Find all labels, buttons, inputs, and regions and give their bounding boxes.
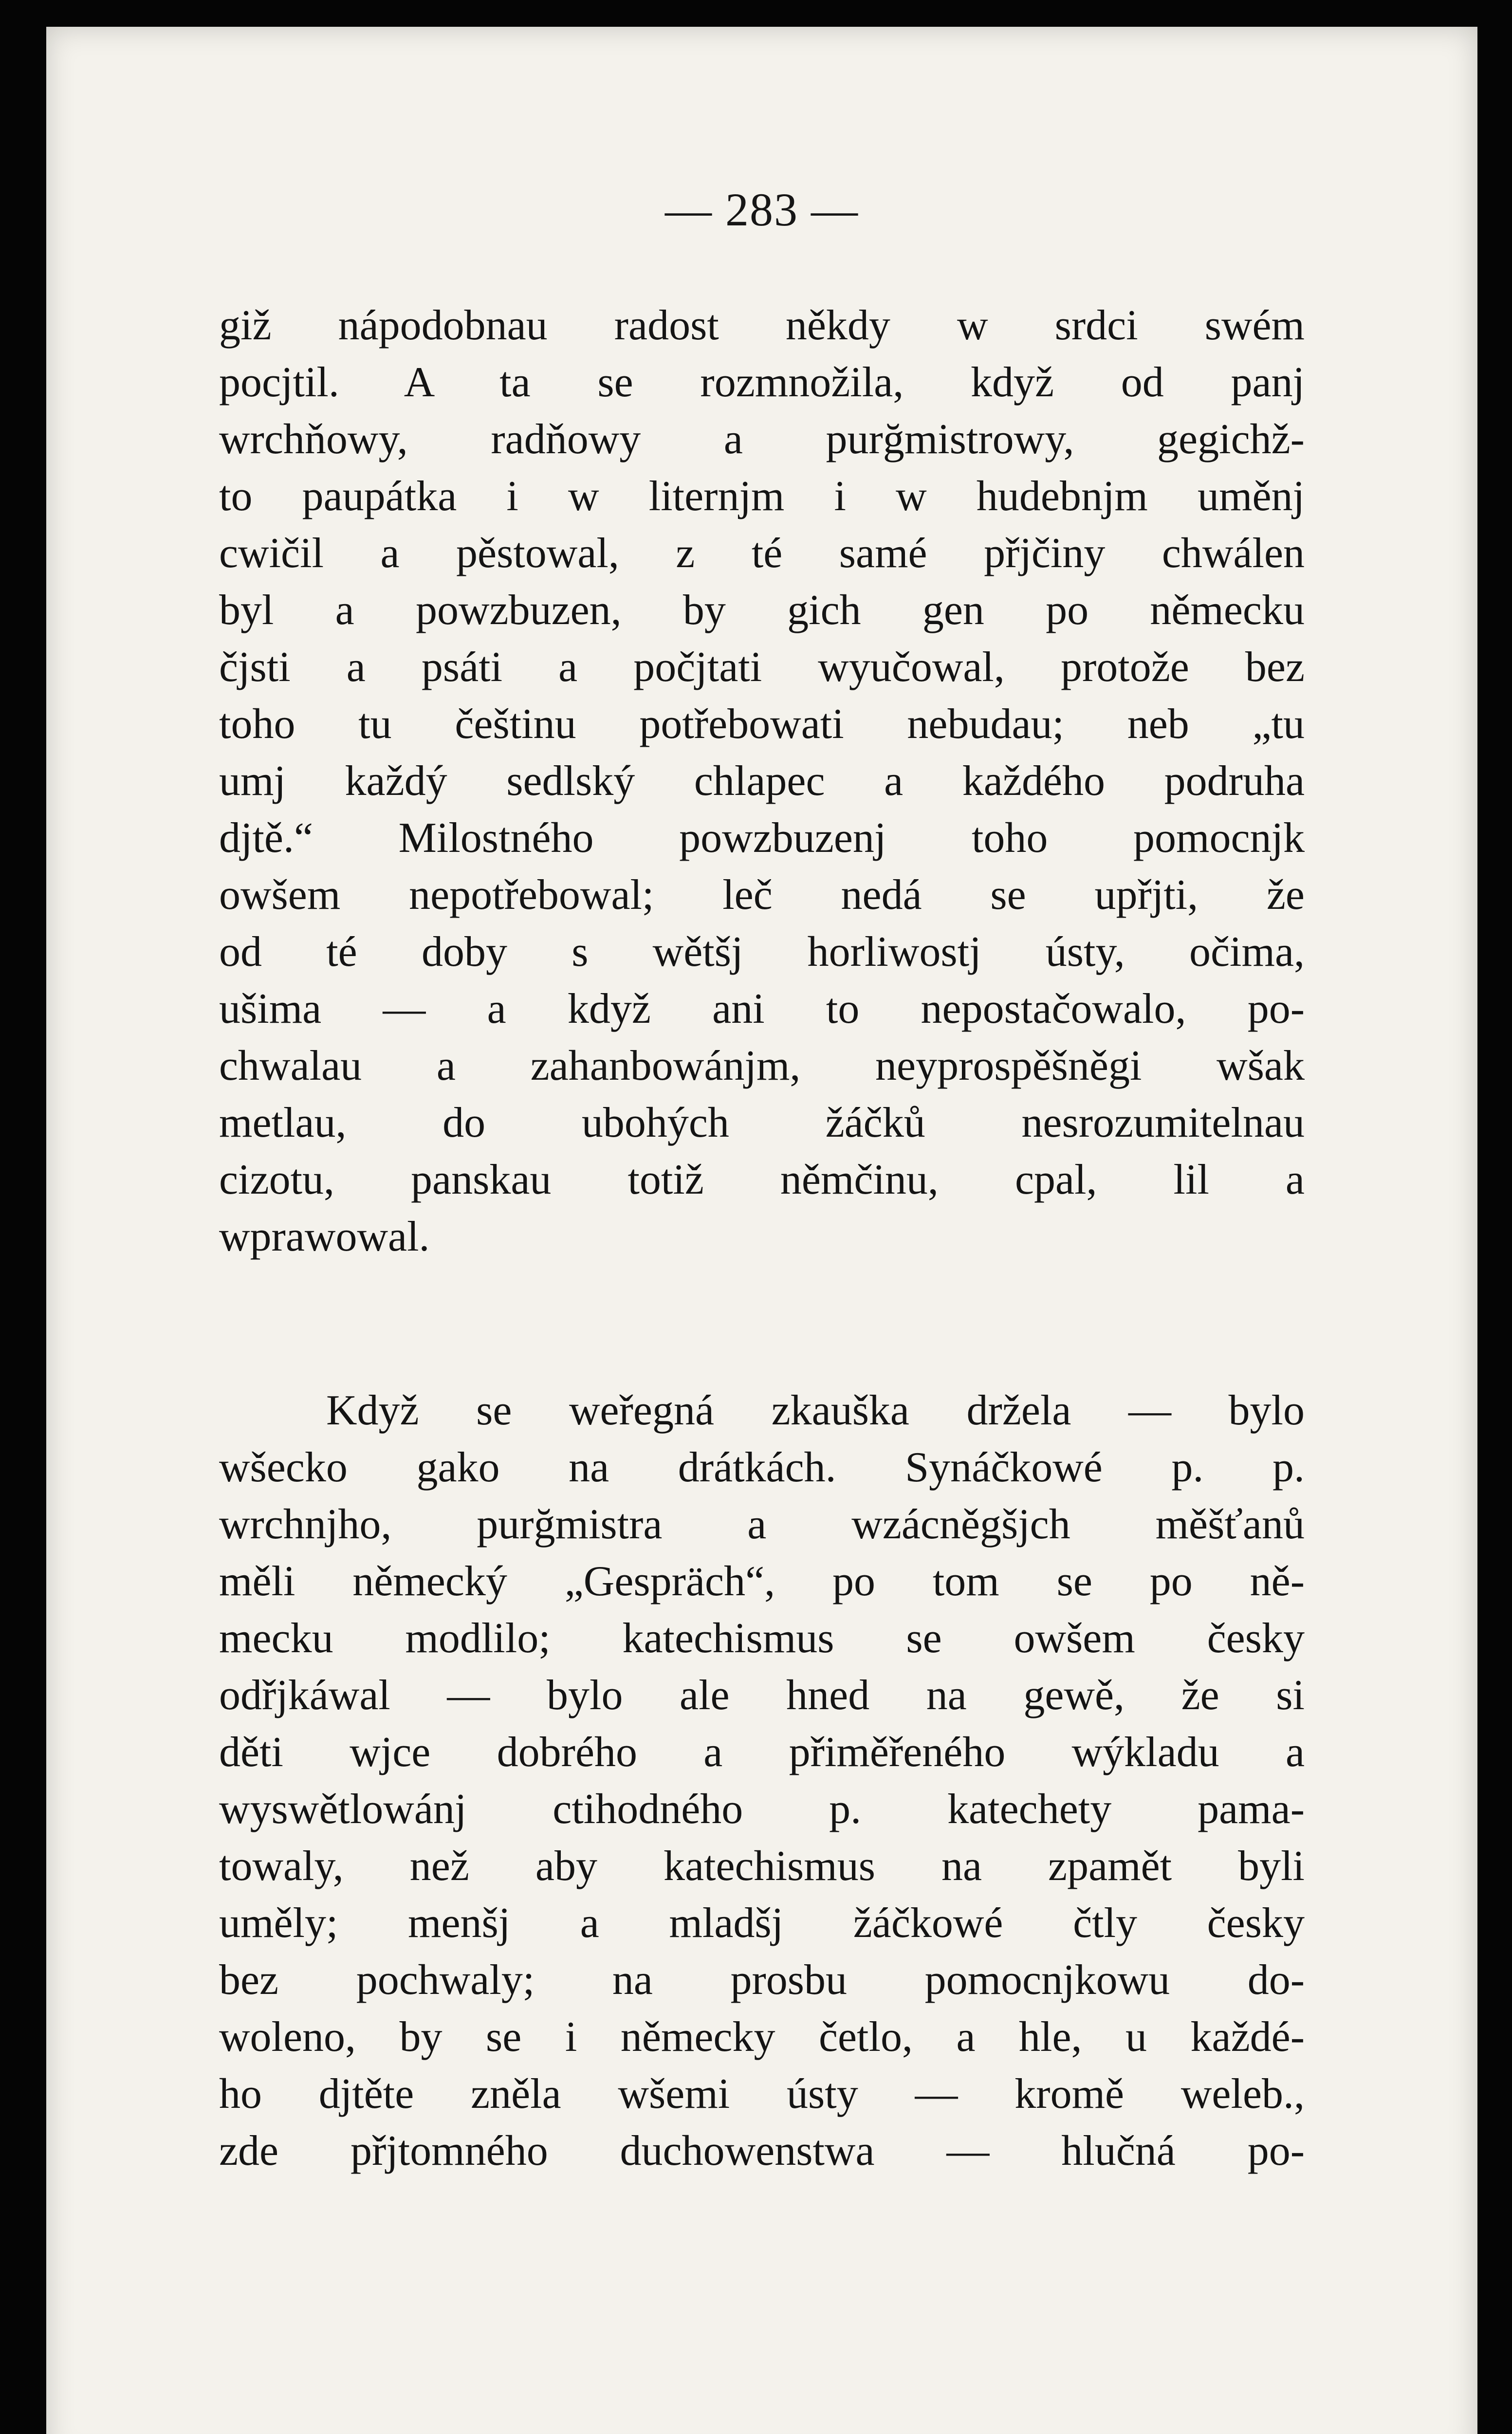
text-line: Když se weřegná zkauška držela — bylo (326, 1387, 1305, 1434)
text-line: ho djtěte zněla wšemi ústy — kromě weleb., (219, 2070, 1305, 2118)
text-line: zde přjtomného duchowenstwa — hlučná po- (219, 2127, 1305, 2175)
text-line: čjsti a psáti a počjtati wyučowal, protože bez (219, 644, 1305, 691)
text-line: woleno, by se i německy četlo, a hle, u každé- (219, 2013, 1305, 2061)
text-line: giž nápodobnau radost někdy w srdci swém (219, 302, 1305, 349)
text-line: to paupátka i w liternjm i w hudebnjm uměnj (219, 473, 1305, 520)
text-line: chwalau a zahanbowánjm, neyprospěšněgi wšak (219, 1042, 1305, 1089)
text-line: odřjkáwal — bylo ale hned na gewě, že si (219, 1672, 1305, 1719)
text-line: wrchňowy, radňowy a purğmistrowy, gegichž- (219, 416, 1305, 463)
text-line: pocjtil. A ta se rozmnožila, když od panj (219, 359, 1305, 406)
text-line: ušima — a když ani to nepostačowalo, po- (219, 985, 1305, 1033)
paragraph-1 (219, 297, 1305, 1265)
text-line: wprawowal. (219, 1213, 430, 1260)
text-line: cwičil a pěstowal, z té samé přjčiny chwálen (219, 530, 1305, 577)
text-line: djtě.“ Milostného powzbuzenj toho pomocnjk (219, 814, 1305, 862)
text-line: byl a powzbuzen, by gich gen po německu (219, 587, 1305, 634)
text-line: wšecko gako na drátkách. Synáčkowé p. p. (219, 1444, 1305, 1491)
text-line: cizotu, panskau totiž němčinu, cpal, lil a (219, 1156, 1305, 1203)
paragraph-2 (219, 1382, 1305, 2179)
text-line: towaly, než aby katechismus na zpamět byli (219, 1843, 1305, 1890)
text-line: od té doby s wětšj horliwostj ústy, očima, (219, 928, 1305, 976)
text-line: metlau, do ubohých žáčků nesrozumitelnau (219, 1099, 1305, 1146)
text-line: měli německý „Gespräch“, po tom se po ně- (219, 1558, 1305, 1605)
page-text (219, 297, 1305, 2179)
text-line: toho tu češtinu potřebowati nebudau; neb „tu (219, 701, 1305, 748)
page-number: — 283 — (665, 184, 859, 236)
text-line: umj každý sedlský chlapec a každého podruha (219, 757, 1305, 805)
text-line: mecku modlilo; katechismus se owšem česky (219, 1615, 1305, 1662)
text-line: owšem nepotřebowal; leč nedá se upřjti, že (219, 871, 1305, 919)
book-page (46, 27, 1477, 2434)
text-line: děti wjce dobrého a přiměřeného wýkladu a (219, 1729, 1305, 1776)
text-line: bez pochwaly; na prosbu pomocnjkowu do- (219, 1956, 1305, 2004)
text-line: uměly; menšj a mladšj žáčkowé čtly česky (219, 1899, 1305, 1947)
paragraph-gap (219, 1265, 1305, 1382)
text-line: wrchnjho, purğmistra a wzácněgšjch měšťanů (219, 1501, 1305, 1548)
text-line: wyswětlowánj ctihodného p. katechety pama- (219, 1786, 1305, 1833)
